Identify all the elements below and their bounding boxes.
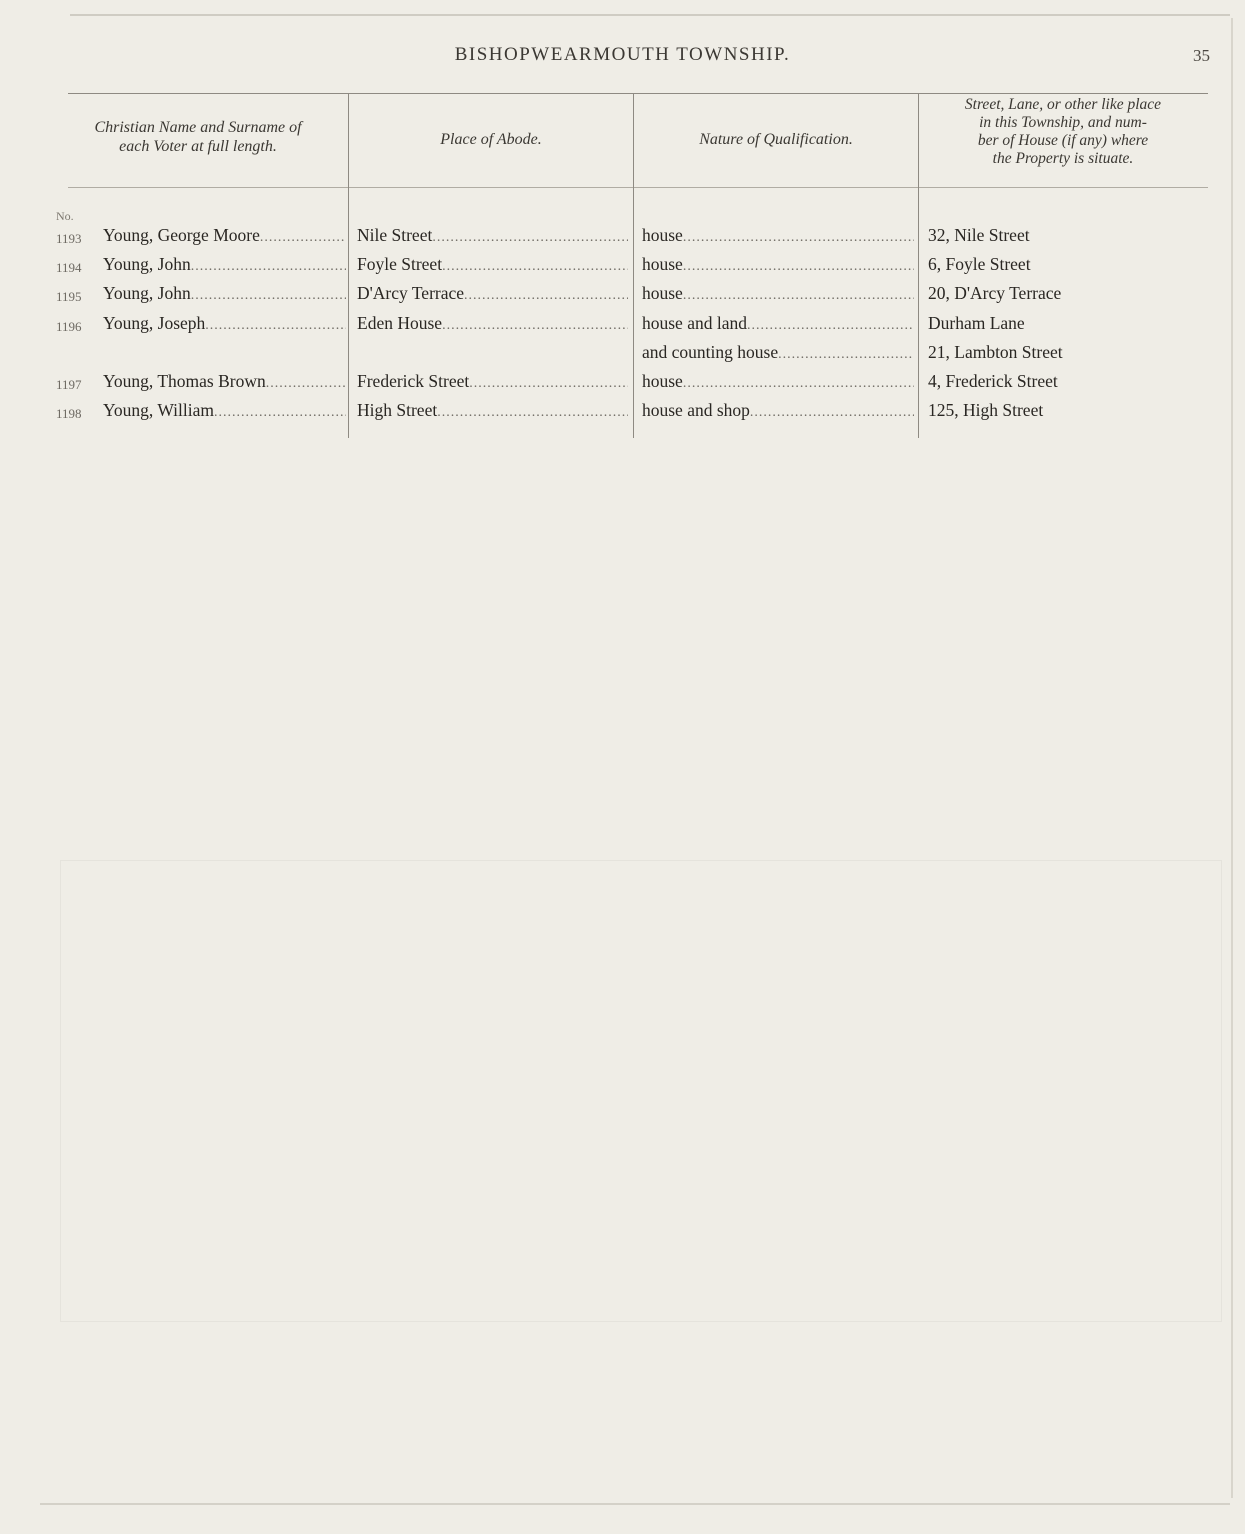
voter-name-cell: [103, 254, 346, 277]
property-street: 21, Lambton Street: [928, 342, 1063, 362]
place-of-abode: Frederick Street: [357, 371, 470, 391]
leader-dots: [191, 286, 346, 306]
column-header-qualification: Nature of Qualification.: [699, 131, 853, 148]
leader-dots: [442, 316, 628, 336]
page-title: BISHOPWEARMOUTH TOWNSHIP.: [454, 44, 791, 65]
qualification-cell: [642, 342, 914, 365]
qualification-cell: [642, 225, 914, 248]
voter-number: 1196: [56, 319, 82, 334]
abode-cell: [357, 225, 628, 248]
voter-name: Young, George Moore: [103, 225, 260, 245]
page-number: 35: [1193, 46, 1210, 65]
qualification: house: [642, 283, 683, 303]
leader-dots: [464, 286, 628, 306]
leader-dots: [260, 228, 346, 248]
qualification: house and land: [642, 313, 747, 333]
place-of-abode: Nile Street: [357, 225, 433, 245]
column-header-street-line3: ber of House (if any) where: [977, 132, 1149, 149]
table-row: [0, 313, 1245, 342]
qualification: and counting house: [642, 342, 779, 362]
place-of-abode: High Street: [357, 400, 438, 420]
leader-dots: [214, 403, 346, 423]
leader-dots: [778, 345, 914, 365]
column-header-abode: Place of Abode.: [440, 131, 542, 148]
page-top-edge: [70, 14, 1230, 16]
leader-dots: [266, 374, 346, 394]
leader-dots: [469, 374, 628, 394]
qualification-cell: [642, 254, 914, 277]
leader-dots: [683, 257, 914, 277]
voter-number: 1198: [56, 406, 82, 421]
table-row: [0, 225, 1245, 254]
voter-name: Young, Thomas Brown: [103, 371, 266, 391]
voter-number: 1197: [56, 377, 82, 392]
abode-cell: [357, 283, 628, 306]
voter-name: Young, Joseph: [103, 313, 206, 333]
voter-name-cell: [103, 371, 346, 394]
abode-cell: [357, 400, 628, 423]
table-row: [0, 283, 1245, 312]
voter-name: Young, John: [103, 254, 191, 274]
place-of-abode: Eden House: [357, 313, 443, 333]
voter-name-cell: [103, 313, 346, 336]
table-row: [0, 254, 1245, 283]
header-top-rule: [68, 93, 1208, 94]
leader-dots: [683, 286, 914, 306]
voter-name-cell: [103, 400, 346, 423]
page-bottom-edge: [40, 1503, 1230, 1505]
leader-dots: [437, 403, 628, 423]
property-street: 6, Foyle Street: [928, 254, 1031, 274]
number-column-label: No.: [56, 209, 74, 223]
qualification: house: [642, 225, 683, 245]
property-street: Durham Lane: [928, 313, 1025, 333]
column-header-name: [52, 118, 344, 156]
leader-dots: [683, 228, 914, 248]
property-street: 32, Nile Street: [928, 225, 1030, 245]
qualification: house: [642, 371, 683, 391]
column-header-street-line1: Street, Lane, or other like place: [964, 96, 1162, 113]
leader-dots: [191, 257, 346, 277]
table-row-continuation: [0, 342, 1245, 371]
column-header-street-line4: the Property is situate.: [992, 150, 1134, 167]
table-row: [0, 400, 1245, 429]
voter-number: 1195: [56, 289, 82, 304]
place-of-abode: D'Arcy Terrace: [357, 283, 465, 303]
leader-dots: [205, 316, 346, 336]
qualification-cell: [642, 400, 914, 423]
voter-name-cell: [103, 225, 346, 248]
abode-cell: [357, 371, 628, 394]
qualification-cell: [642, 371, 914, 394]
leader-dots: [683, 374, 914, 394]
leader-dots: [432, 228, 628, 248]
header-bottom-rule: [68, 187, 1208, 188]
abode-cell: [357, 254, 628, 277]
voter-number: 1193: [56, 231, 82, 246]
voter-name-cell: [103, 283, 346, 306]
abode-cell: [357, 313, 628, 336]
column-header-name-line2: each Voter at full length.: [119, 138, 277, 155]
voter-name: Young, John: [103, 283, 191, 303]
qualification-cell: [642, 283, 914, 306]
leader-dots: [747, 316, 914, 336]
table-row: [0, 371, 1245, 400]
qualification: house: [642, 254, 683, 274]
property-street: 125, High Street: [928, 400, 1044, 420]
property-street: 4, Frederick Street: [928, 371, 1058, 391]
qualification: house and shop: [642, 400, 750, 420]
column-header-name-line1: Christian Name and Surname of: [94, 119, 302, 136]
leader-dots: [750, 403, 914, 423]
leader-dots: [442, 257, 628, 277]
column-header-street-line2: in this Township, and num-: [979, 114, 1147, 131]
voter-number: 1194: [56, 260, 82, 275]
column-header-street: [922, 96, 1204, 168]
voter-name: Young, William: [103, 400, 214, 420]
place-of-abode: Foyle Street: [357, 254, 443, 274]
bleed-through-table: [60, 860, 1222, 1322]
property-street: 20, D'Arcy Terrace: [928, 283, 1062, 303]
qualification-cell: [642, 313, 914, 336]
